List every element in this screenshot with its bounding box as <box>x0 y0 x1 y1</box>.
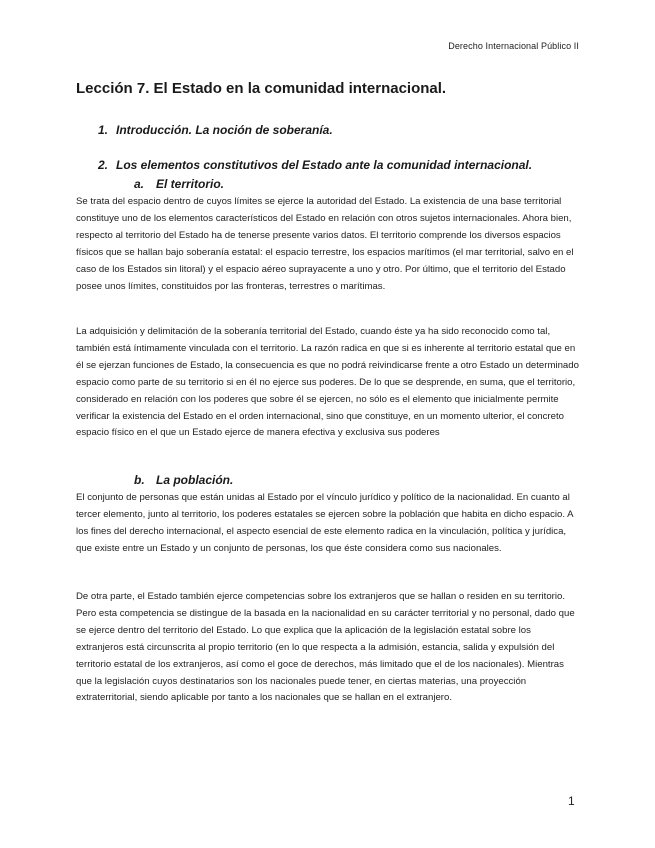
section-title: Introducción. La noción de soberanía. <box>116 123 333 137</box>
running-header: Derecho Internacional Público II <box>448 41 579 51</box>
paragraph-territory-1: Se trata del espacio dentro de cuyos límites se ejerce la autoridad del Estado. La existencia de una base territorial constituye uno de los elementos característicos del Estado en relación con otros sujetos internacionales. Ahora bien, respecto al territorio del Estado ha de tenerse presente varios datos. El territorio comprende los diversos espacios físicos que se hallan bajo soberanía estatal: el espacio terrestre, los espacios marítimos (el mar territorial, salvo en el caso de los Estados sin litoral) y el espacio aéreo suprayacente a uno y otro. Por último, que el territorio del Estado posee unos límites, constituidos por las fronteras, terrestres o marítimas. <box>76 196 574 292</box>
section-number: 1. <box>98 123 109 137</box>
section-heading-1 <box>98 123 598 137</box>
section-heading-2 <box>98 158 598 172</box>
subsection-title: El territorio. <box>156 177 225 191</box>
paragraph-population-2: De otra parte, el Estado también ejerce competencias sobre los extranjeros que se hallan o residen en su territorio. Pero esta competencia se distingue de la basada en la nacionalidad en su carácter territorial y no personal, dado que se ejerce dentro del territorio del Estado. Lo que explica que la aplicación de la legislación estatal sobre los extranjeros está circunscrita al propio territorio (en lo que respecta a la admisión, estancia, salida y expulsión del territorio estatal de los extranjeros, así como el goce de derechos, más limitado que el de los nacionales). Mientras que la legislación cuyos destinatarios son los nacionales puede tener, en ciertas materias, una proyección extraterritorial, siendo aplicable por tanto a los nacionales que se hallan en el extranjero. <box>76 591 575 704</box>
subsection-title: La población. <box>156 473 234 487</box>
subsection-letter: b. <box>134 473 145 487</box>
subsection-heading-b <box>134 473 534 487</box>
page-number: 1 <box>568 794 575 808</box>
paragraph-territory-2: La adquisición y delimitación de la soberanía territorial del Estado, cuando éste ya ha sido reconocido como tal, también está íntimamente vinculada con el territorio. La razón radica en que si es inherente al territorio estatal que en él se ejerzan funciones de Estado, la consecuencia es que no podrá reivindicarse frente a otro Estado un determinado espacio como parte de su territorio si en él no ejerce sus poderes. De lo que se desprende, en suma, que el territorio, considerado en relación con los poderes que sobre él se ejercen, no sólo es el elemento que inicialmente permite verificar la existencia del Estado en el orden internacional, sino que constituye, en un momento ulterior, el concreto espacio físico en el que un Estado ejerce de manera efectiva y exclusiva sus poderes <box>76 326 579 439</box>
subsection-letter: a. <box>134 177 145 191</box>
section-title: Los elementos constitutivos del Estado ante la comunidad internacional. <box>116 158 533 172</box>
section-number: 2. <box>98 158 109 172</box>
subsection-heading-a <box>134 177 534 191</box>
lesson-title: Lección 7. El Estado en la comunidad internacional. <box>76 80 447 97</box>
paragraph-population-1: El conjunto de personas que están unidas al Estado por el vínculo jurídico y político de la nacionalidad. En cuanto al tercer elemento, junto al territorio, los poderes estatales se ejercen sobre la población que habita en dicho espacio. A los fines del derecho internacional, el aspecto esencial de este elemento radica en la vinculación, política y jurídica, que existe entre un Estado y un conjunto de personas, los que éste considera como sus nacionales. <box>76 492 574 554</box>
